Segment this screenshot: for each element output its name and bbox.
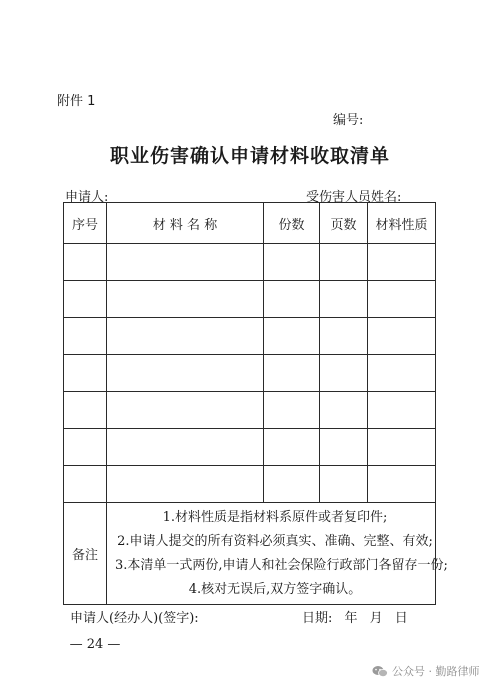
cell-pages[interactable]	[320, 355, 368, 392]
cell-seq[interactable]	[64, 281, 107, 318]
cell-copies[interactable]	[264, 318, 320, 355]
cell-seq[interactable]	[64, 392, 107, 429]
cell-material-name[interactable]	[107, 392, 264, 429]
wechat-icon	[372, 665, 388, 678]
table-header-row	[64, 203, 436, 244]
table-row	[64, 429, 436, 466]
cell-nature[interactable]	[368, 355, 436, 392]
cell-material-name[interactable]	[107, 244, 264, 281]
document-number-label: 编号:	[333, 113, 364, 128]
cell-material-name[interactable]	[107, 281, 264, 318]
date-line: 日期: 年 月 日	[302, 611, 408, 626]
header-material-name: 材 料 名 称	[107, 203, 264, 244]
signature-line: 申请人(经办人)(签字):	[70, 611, 199, 626]
cell-seq[interactable]	[64, 244, 107, 281]
cell-copies[interactable]	[264, 244, 320, 281]
table-row	[64, 466, 436, 503]
materials-table	[63, 202, 448, 605]
cell-material-name[interactable]	[107, 355, 264, 392]
cell-copies[interactable]	[264, 355, 320, 392]
header-material-nature: 材料性质	[368, 203, 436, 244]
cell-seq[interactable]	[64, 355, 107, 392]
table-row	[64, 244, 436, 281]
cell-seq[interactable]	[64, 429, 107, 466]
cell-nature[interactable]	[368, 281, 436, 318]
cell-seq[interactable]	[64, 318, 107, 355]
cell-pages[interactable]	[320, 244, 368, 281]
page-title: 职业伤害确认申请材料收取清单	[109, 145, 390, 167]
header-seq: 序号	[64, 203, 107, 244]
cell-pages[interactable]	[320, 318, 368, 355]
watermark-text: 公众号 · 勤路律师	[392, 665, 480, 678]
table-row	[64, 355, 436, 392]
watermark	[372, 663, 480, 679]
attachment-label: 附件 1	[57, 94, 96, 109]
cell-material-name[interactable]	[107, 466, 264, 503]
cell-seq[interactable]	[64, 466, 107, 503]
cell-nature[interactable]	[368, 466, 436, 503]
table-row	[64, 318, 436, 355]
note-item-3: 3.本清单一式两份,申请人和社会保险行政部门各留存一份;	[115, 557, 448, 573]
cell-copies[interactable]	[264, 429, 320, 466]
cell-material-name[interactable]	[107, 429, 264, 466]
header-copies: 份数	[264, 203, 320, 244]
cell-nature[interactable]	[368, 318, 436, 355]
note-item-1: 1.材料性质是指材料系原件或者复印件;	[162, 509, 388, 525]
applicant-label: 申请人:	[65, 190, 109, 205]
cell-copies[interactable]	[264, 281, 320, 318]
header-pages: 页数	[320, 203, 368, 244]
cell-nature[interactable]	[368, 244, 436, 281]
cell-pages[interactable]	[320, 429, 368, 466]
cell-copies[interactable]	[264, 392, 320, 429]
cell-pages[interactable]	[320, 392, 368, 429]
notes-label: 备注	[64, 503, 107, 605]
cell-nature[interactable]	[368, 392, 436, 429]
notes-row	[64, 503, 436, 605]
cell-material-name[interactable]	[107, 318, 264, 355]
note-item-2: 2.申请人提交的所有资料必须真实、准确、完整、有效;	[117, 533, 433, 549]
cell-nature[interactable]	[368, 429, 436, 466]
page-number: — 24 —	[69, 637, 121, 652]
table-row	[64, 392, 436, 429]
note-item-4: 4.核对无误后,双方签字确认。	[188, 581, 362, 597]
cell-copies[interactable]	[264, 466, 320, 503]
injured-person-name-label: 受伤害人员姓名:	[306, 190, 402, 205]
cell-pages[interactable]	[320, 281, 368, 318]
cell-pages[interactable]	[320, 466, 368, 503]
table-row	[64, 281, 436, 318]
notes-list	[107, 503, 448, 605]
